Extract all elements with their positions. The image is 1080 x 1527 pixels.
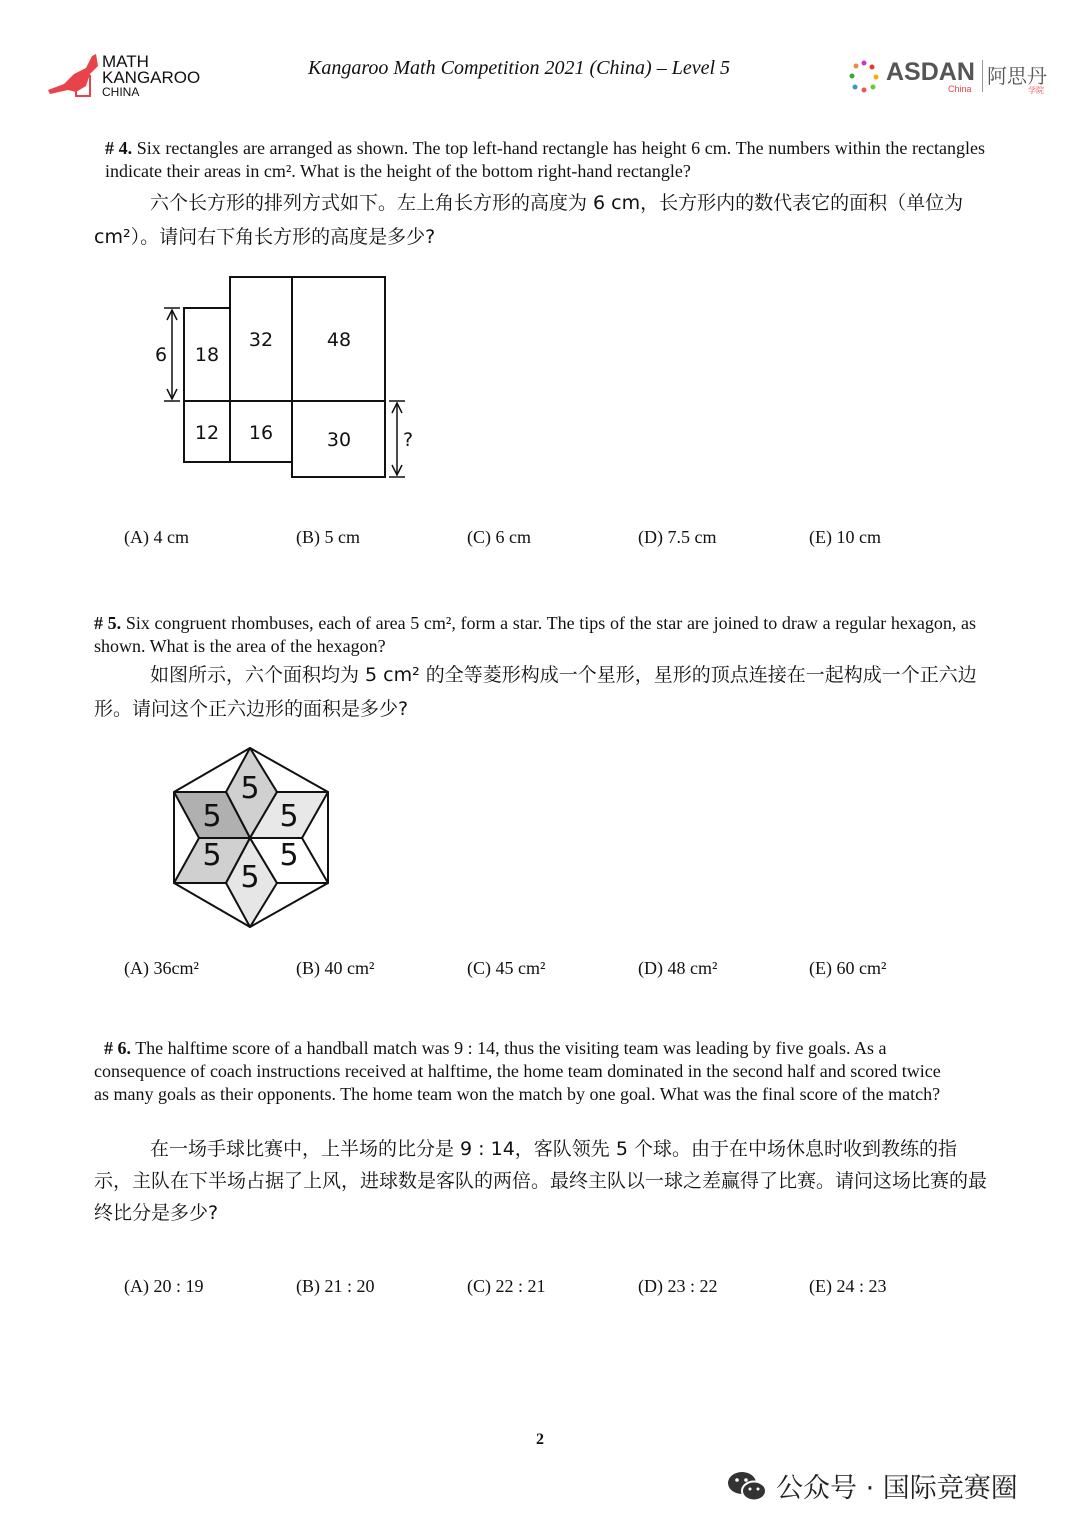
q4-chinese: 六个长方形的排列方式如下。左上角长方形的高度为 6 cm，长方形内的数代表它的面积（单位为 cm²）。请问右下角长方形的高度是多少? [94, 192, 964, 248]
asdan-cn: 阿思丹 [987, 64, 1047, 88]
rhombus-label: 5 [202, 838, 222, 873]
rhombus-label: 5 [240, 771, 260, 806]
option-e[interactable]: (E) 10 cm [809, 527, 881, 547]
option-c[interactable]: (C) 22 : 21 [467, 1276, 546, 1296]
area-label: 16 [248, 422, 274, 444]
unknown-label: ? [402, 429, 414, 451]
area-label: 48 [326, 329, 352, 351]
option-e[interactable]: (E) 24 : 23 [809, 1276, 887, 1296]
option-c[interactable]: (C) 6 cm [467, 527, 531, 547]
watermark-text: 公众号 · 国际竞赛圈 [776, 1473, 1018, 1504]
option-c[interactable]: (C) 45 cm² [467, 958, 546, 978]
asdan-sub: China [948, 84, 972, 94]
option-a[interactable]: (A) 36cm² [124, 958, 199, 978]
area-label: 12 [194, 422, 220, 444]
option-d[interactable]: (D) 23 : 22 [638, 1276, 718, 1296]
area-label: 18 [194, 344, 220, 366]
option-b[interactable]: (B) 21 : 20 [296, 1276, 375, 1296]
q4-english: # 4. Six rectangles are arranged as shown. The top left-hand rectangle has height 6 cm. The numbers within the rectangles indicate their areas in cm². What is the height of the bottom right-hand rectangle? [105, 138, 985, 181]
q6-english: # 6. The halftime score of a handball match was 9 : 14, thus the visiting team was leading by five goals. As a consequence of coach instructions received at halftime, the home team dominated in the second half and scored twice as many goals as their opponents. The home team won the match by one goal. What was the final score of the match? [94, 1038, 941, 1104]
option-a[interactable]: (A) 4 cm [124, 527, 189, 547]
q5-chinese: 如图所示，六个面积均为 5 cm² 的全等菱形构成一个星形，星形的顶点连接在一起构成一个正六边形。请问这个正六边形的面积是多少? [94, 664, 977, 720]
header-title: Kangaroo Math Competition 2021 (China) – Level 5 [308, 57, 731, 79]
page-number: 2 [536, 1431, 544, 1448]
logo-line: CHINA [102, 85, 140, 99]
logo-line: KANGAROO [102, 68, 201, 87]
q5-english: # 5. Six congruent rhombuses, each of area 5 cm², form a star. The tips of the star are joined to draw a regular hexagon, as shown. What is the area of the hexagon? [94, 613, 977, 656]
area-label: 32 [248, 329, 274, 351]
rhombus-label: 5 [202, 799, 222, 834]
area-label: 30 [326, 429, 352, 451]
option-a[interactable]: (A) 20 : 19 [124, 1276, 204, 1296]
option-e[interactable]: (E) 60 cm² [809, 958, 887, 978]
height-label: 6 [154, 344, 168, 366]
option-b[interactable]: (B) 40 cm² [296, 958, 375, 978]
watermark [726, 1466, 1018, 1505]
option-d[interactable]: (D) 48 cm² [638, 958, 718, 978]
wechat-icon [726, 1469, 768, 1503]
asdan-cn-sub: 学院 [1028, 86, 1044, 95]
logo-line: MATH [102, 52, 149, 71]
asdan-name: ASDAN [886, 58, 975, 86]
rhombus-label: 5 [279, 838, 299, 873]
rhombus-label: 5 [279, 799, 299, 834]
q6-chinese: 在一场手球比赛中，上半场的比分是 9 : 14，客队领先 5 个球。由于在中场休息时收到教练的指示，主队在下半场占据了上风，进球数是客队的两倍。最终主队以一球之差赢得了比赛。请问这场比赛的最终比分是多少? [94, 1138, 988, 1224]
option-b[interactable]: (B) 5 cm [296, 527, 360, 547]
rhombus-label: 5 [240, 860, 260, 895]
option-d[interactable]: (D) 7.5 cm [638, 527, 717, 547]
